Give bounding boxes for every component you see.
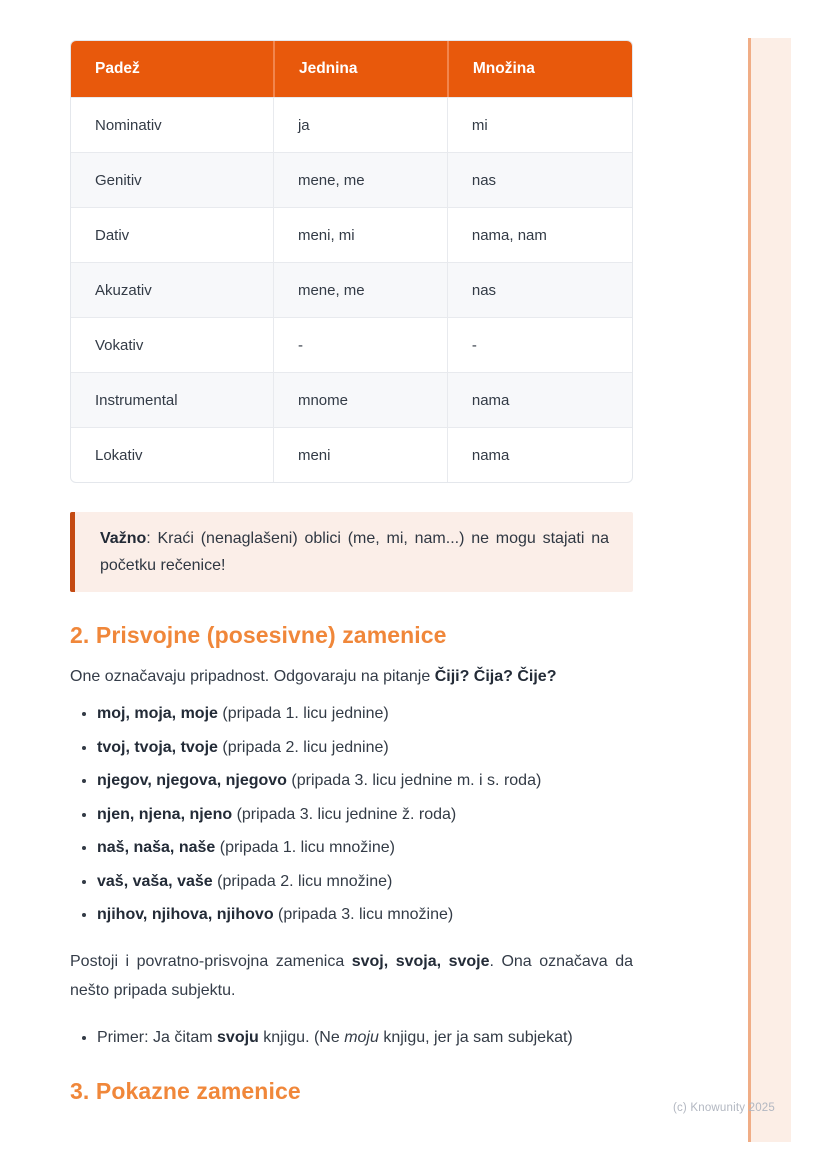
- example-list: [70, 1027, 633, 1048]
- important-callout: [70, 512, 633, 592]
- example-item: [97, 1027, 633, 1048]
- cell-plural: nas: [447, 152, 632, 207]
- cell-case: Vokativ: [71, 317, 273, 372]
- cell-singular: mene, me: [273, 152, 447, 207]
- list-item: [97, 737, 633, 758]
- pronoun-forms: vaš, vaša, vaše: [97, 872, 213, 890]
- pronoun-forms: svoj, svoja, svoje: [351, 953, 490, 970]
- pronoun-forms: tvoj, tvoja, tvoje: [97, 738, 218, 756]
- col-header-singular: Jednina: [273, 41, 447, 97]
- pronoun-forms: njen, njena, njeno: [97, 805, 233, 823]
- example-text: Primer: Ja čitam: [97, 1029, 218, 1046]
- example-bold: svoju: [217, 1029, 259, 1046]
- list-item: [97, 871, 633, 892]
- table-row: [71, 207, 632, 262]
- pronoun-forms: moj, moja, moje: [97, 705, 218, 722]
- col-header-case: Padež: [71, 41, 273, 97]
- cell-case: Genitiv: [71, 152, 273, 207]
- callout-label: Važno: [100, 530, 147, 547]
- document-content: [70, 40, 633, 1105]
- table-header-row: [71, 41, 632, 97]
- table-row: [71, 152, 632, 207]
- cell-case: Lokativ: [71, 427, 273, 482]
- section-2-intro: [70, 666, 633, 688]
- cell-case: Instrumental: [71, 372, 273, 427]
- list-item: [97, 904, 633, 925]
- pronoun-forms: njihov, njihova, njihovo: [97, 906, 274, 923]
- page-edge-stripe: [748, 38, 791, 1142]
- cell-plural: nama: [447, 427, 632, 482]
- pronoun-forms: naš, naša, naše: [97, 839, 216, 856]
- list-item: [97, 770, 633, 791]
- cell-plural: nama, nam: [447, 207, 632, 262]
- cell-case: Dativ: [71, 207, 273, 262]
- cell-case: Akuzativ: [71, 262, 273, 317]
- pronoun-note: (pripada 1. licu jednine): [217, 705, 389, 722]
- cell-plural: mi: [447, 97, 632, 152]
- section-2-heading: 2. Prisvojne (posesivne) zamenice: [70, 622, 447, 648]
- copyright-credit: (c) Knowunity 2025: [672, 1102, 775, 1114]
- table-row: [71, 262, 632, 317]
- cell-singular: mnome: [273, 372, 447, 427]
- section-3-heading: 3. Pokazne zamenice: [70, 1078, 301, 1104]
- example-text: knjigu, jer ja sam subjekat): [378, 1029, 573, 1046]
- cell-singular: -: [273, 317, 447, 372]
- cell-plural: nas: [447, 262, 632, 317]
- paragraph-text: . Ona označava da nešto pripada subjektu.: [70, 953, 634, 999]
- pronoun-note: (pripada 3. licu množine): [273, 906, 454, 923]
- table-row: [71, 97, 632, 152]
- cell-plural: -: [447, 317, 632, 372]
- pronoun-declension-table: [70, 40, 633, 483]
- cell-plural: nama: [447, 372, 632, 427]
- col-header-plural: Množina: [447, 41, 632, 97]
- reflexive-possessive-paragraph: [70, 947, 633, 1005]
- pronoun-note: (pripada 2. licu množine): [212, 872, 393, 890]
- possessive-pronouns-list: [70, 703, 633, 925]
- table-row: [71, 372, 632, 427]
- cell-singular: ja: [273, 97, 447, 152]
- cell-singular: mene, me: [273, 262, 447, 317]
- table-row: [71, 427, 632, 482]
- list-item: [97, 804, 633, 825]
- cell-singular: meni: [273, 427, 447, 482]
- pronoun-note: (pripada 3. licu jednine m. i s. roda): [286, 772, 542, 789]
- pronoun-forms: njegov, njegova, njegovo: [97, 772, 287, 789]
- paragraph-text: Postoji i povratno-prisvojna zamenica: [70, 953, 352, 970]
- list-item: [97, 837, 633, 858]
- cell-singular: meni, mi: [273, 207, 447, 262]
- intro-text: One označavaju pripadnost. Odgovaraju na pitanje: [70, 668, 435, 685]
- cell-case: Nominativ: [71, 97, 273, 152]
- pronoun-note: (pripada 3. licu jednine ž. roda): [232, 805, 457, 823]
- pronoun-note: (pripada 2. licu jednine): [217, 738, 389, 756]
- example-text: knjigu. (Ne: [258, 1029, 345, 1046]
- intro-question-words: Čiji? Čija? Čije?: [434, 668, 557, 685]
- list-item: [97, 703, 633, 724]
- example-italic: moju: [344, 1029, 379, 1046]
- pronoun-note: (pripada 1. licu množine): [215, 839, 395, 856]
- callout-text: : Kraći (nenaglašeni) oblici (me, mi, nam...) ne mogu stajati na početku rečenice!: [100, 530, 609, 574]
- table-row: [71, 317, 632, 372]
